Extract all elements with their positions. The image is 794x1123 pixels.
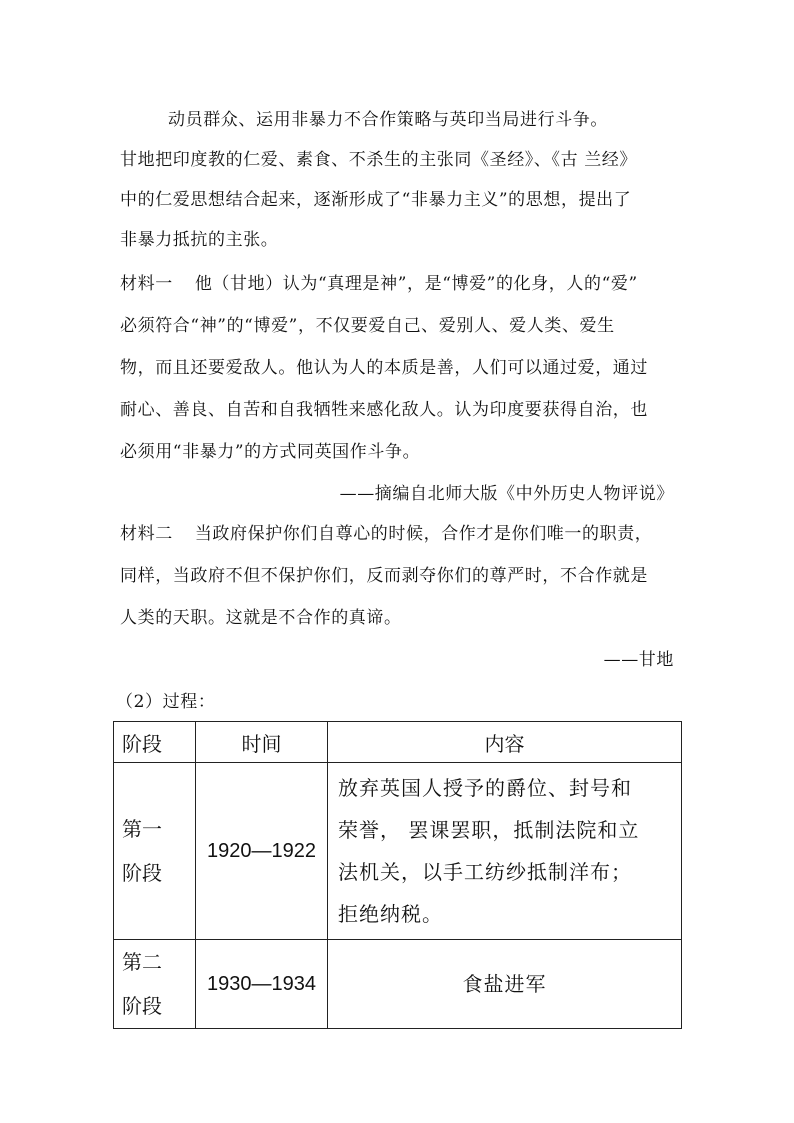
stage-cell bbox=[114, 763, 196, 940]
content-line: 放弃英国人授予的爵位、封号和 bbox=[338, 776, 632, 800]
time-cell: 1930—1934 bbox=[196, 940, 328, 1029]
content-line: 拒绝纳税。 bbox=[338, 902, 443, 926]
material2-label: 材料二 bbox=[120, 524, 173, 544]
material1-source: ——摘编自北师大版《中外历史人物评说》 bbox=[339, 484, 674, 504]
material1-line-3: 物，而且还要爱敌人。他认为人的本质是善，人们可以通过爱，通过 bbox=[120, 358, 648, 378]
stage-line: 第二 bbox=[122, 950, 162, 974]
material2-text-1: 当政府保护你们自尊心的时候，合作才是你们唯一的职责， bbox=[194, 524, 653, 544]
process-heading: （2）过程： bbox=[116, 692, 216, 712]
material1-line-5: 必须用“非暴力”的方式同英国作斗争。 bbox=[120, 442, 421, 462]
intro-line-3: 中的仁爱思想结合起来，逐渐形成了“非暴力主义”的思想，提出了 bbox=[120, 190, 632, 210]
content-line: 法机关，以手工纺纱抵制洋布； bbox=[338, 860, 632, 884]
content-line: 荣誉， 罢课罢职，抵制法院和立 bbox=[338, 818, 640, 842]
table-row bbox=[114, 763, 682, 940]
material1-line-1 bbox=[120, 272, 680, 296]
process-table bbox=[113, 721, 682, 1029]
material2-line-2: 同样，当政府不但不保护你们，反而剥夺你们的尊严时，不合作就是 bbox=[120, 566, 648, 586]
header-stage: 阶段 bbox=[114, 722, 196, 763]
stage-line: 阶段 bbox=[122, 861, 162, 885]
material2-line-1 bbox=[120, 522, 680, 546]
content-cell bbox=[328, 940, 682, 1029]
material2-line-3: 人类的天职。这就是不合作的真谛。 bbox=[120, 608, 402, 628]
material1-line-2: 必须符合“神”的“博爱”，不仅要爱自己、爱别人、爱人类、爱生 bbox=[120, 316, 615, 336]
content-cell bbox=[328, 763, 682, 940]
header-content: 内容 bbox=[328, 722, 682, 763]
intro-line-2: 甘地把印度教的仁爱、素食、不杀生的主张同《圣经》、《古 兰经》 bbox=[120, 150, 638, 170]
time-cell: 1920—1922 bbox=[196, 763, 328, 940]
material1-line-4: 耐心、善良、自苦和自我牺牲来感化敌人。认为印度要获得自治，也 bbox=[120, 400, 648, 420]
material1-label: 材料一 bbox=[120, 274, 173, 294]
table-row bbox=[114, 940, 682, 1029]
intro-line-4: 非暴力抵抗的主张。 bbox=[120, 230, 279, 250]
stage-line: 第一 bbox=[122, 817, 162, 841]
material1-text-1: 他（甘地）认为“真理是神”，是“博爱”的化身，人的“爱” bbox=[194, 274, 638, 294]
stage-cell bbox=[114, 940, 196, 1029]
stage-line: 阶段 bbox=[122, 994, 162, 1018]
table-header-row bbox=[114, 722, 682, 763]
content-line: 食盐进军 bbox=[462, 972, 547, 996]
intro-line-1: 动员群众、运用非暴力不合作策略与英印当局进行斗争。 bbox=[168, 110, 608, 130]
material2-source: ——甘地 bbox=[603, 650, 674, 670]
header-time: 时间 bbox=[196, 722, 328, 763]
